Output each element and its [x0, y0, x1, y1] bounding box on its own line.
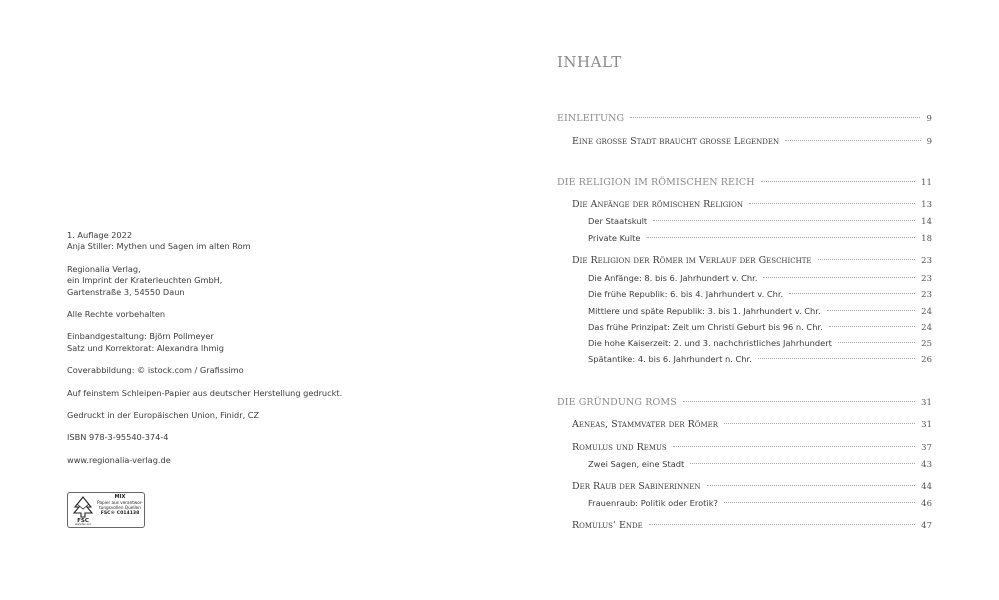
toc-entry-label: Romulus’ Ende	[572, 520, 643, 531]
toc-entry-label: Eine große Stadt braucht große Legenden	[572, 136, 780, 147]
typesetting-credit: Satz und Korrektorat: Alexandra Ihmig	[67, 342, 224, 353]
toc-leader	[838, 342, 915, 343]
toc-leader	[724, 502, 915, 503]
isbn-line: ISBN 978-3-95540-374-4	[67, 432, 169, 443]
toc-entry-page: 18	[921, 234, 932, 244]
toc-entry-page: 31	[920, 398, 932, 408]
toc-leader	[690, 463, 915, 464]
toc-leader	[673, 446, 915, 447]
toc-leader	[763, 277, 915, 278]
toc-entry-label: Romulus und Remus	[572, 442, 667, 453]
toc-entry-label: Frauenraub: Politik oder Erotik?	[588, 498, 718, 508]
toc-entry-page: 23	[921, 274, 932, 284]
credits-block	[67, 331, 397, 354]
toc-entry-label: Die hohe Kaiserzeit: 2. und 3. nachchristliches Jahrhundert	[588, 338, 832, 348]
toc-entry-page: 37	[921, 443, 932, 453]
toc-title: INHALT	[557, 53, 622, 71]
toc-entry-label: Die frühe Republik: 6. bis 4. Jahrhundert v. Chr.	[588, 289, 784, 299]
toc-entry-label: Aeneas, Stammvater der Römer	[572, 419, 719, 430]
rights-block	[67, 309, 397, 320]
toc-entry-label: Der Raub der Sabinerinnen	[572, 481, 701, 492]
fsc-text	[97, 495, 143, 516]
toc-entry-label: EINLEITUNG	[557, 113, 625, 124]
paper-line: Auf feinstem Schleipen-Papier aus deutscher Herstellung gedruckt.	[67, 387, 343, 398]
svg-text:FSC: FSC	[77, 518, 89, 524]
toc-entry-label: Mittlere und späte Republik: 3. bis 1. Jahrhundert v. Chr.	[588, 306, 821, 316]
toc-entry-label: Die Religion der Römer im Verlauf der Geschichte	[572, 255, 812, 266]
toc-entry-page: 46	[921, 499, 932, 509]
toc-entry-page: 9	[926, 114, 932, 124]
toc-entry-page: 43	[921, 460, 932, 470]
toc-leader	[818, 259, 916, 260]
toc-entry-page: 31	[921, 420, 932, 430]
toc-leader	[829, 326, 915, 327]
book-title-line: Anja Stiller: Mythen und Sagen im alten Rom	[67, 241, 251, 252]
toc-entry-label: DIE RELIGION IM RÖMISCHEN REICH	[557, 177, 755, 188]
toc-leader	[707, 485, 916, 486]
fsc-mix: MIX	[114, 494, 126, 500]
toc-entry-label: Spätantike: 4. bis 6. Jahrhundert n. Chr.	[588, 354, 752, 364]
toc-entry-page: 13	[921, 200, 932, 210]
toc-entry-page: 44	[921, 482, 932, 492]
toc-entry	[572, 520, 932, 531]
toc-entry-page: 9	[926, 137, 932, 147]
toc-entry-label: Der Staatskult	[588, 216, 648, 226]
toc-entry	[572, 136, 932, 147]
toc-entry-label: Zwei Sagen, eine Stadt	[588, 459, 685, 469]
toc-entry-page: 26	[921, 355, 932, 365]
fsc-tree-icon	[71, 495, 95, 525]
toc-entry-label: DIE GRÜNDUNG ROMS	[557, 397, 677, 408]
toc-entry	[572, 481, 932, 492]
toc-entry-label: Die Anfänge: 8. bis 6. Jahrhundert v. Chr.	[588, 273, 758, 283]
toc-leader	[761, 181, 915, 182]
toc-leader	[724, 423, 915, 424]
toc-entry	[572, 442, 932, 453]
edition-line: 1. Auflage 2022	[67, 230, 133, 240]
isbn-block	[67, 432, 397, 443]
toc-entry-label: Private Kulte	[588, 233, 641, 243]
toc-entry	[588, 273, 932, 284]
toc-entry-page: 24	[921, 323, 932, 333]
toc-entry	[588, 289, 932, 300]
toc-entry	[557, 113, 932, 124]
print-line: Gedruckt in der Europäischen Union, Finidr, CZ	[67, 410, 260, 421]
fsc-description: Papier aus verantwor-tungsvollen Quellen	[97, 500, 143, 511]
toc-entry-page: 14	[921, 217, 932, 227]
imprint	[67, 230, 397, 477]
toc-entry	[572, 255, 932, 266]
publisher-address: Gartenstraße 3, 54550 Daun	[67, 286, 185, 297]
toc-entry	[557, 397, 932, 408]
web-block	[67, 455, 397, 466]
publisher-block	[67, 264, 397, 298]
toc-entry	[588, 322, 932, 333]
publisher-imprint: ein Imprint der Kraterleuchten GmbH,	[67, 275, 223, 286]
toc-leader	[749, 203, 915, 204]
toc-leader	[785, 140, 920, 141]
toc-leader	[649, 524, 915, 525]
toc-leader	[789, 293, 915, 294]
toc-entry-label: Das frühe Prinzipat: Zeit um Christi Geburt bis 96 n. Chr.	[588, 322, 823, 332]
toc-entry	[588, 233, 932, 244]
toc-entry-page: 25	[921, 339, 932, 349]
toc-entry-page: 47	[921, 521, 932, 531]
edition-block	[67, 230, 397, 253]
toc-entry	[588, 354, 932, 365]
paper-block	[67, 388, 397, 399]
print-block	[67, 410, 397, 421]
toc-entry	[588, 306, 932, 317]
toc-entry	[588, 338, 932, 349]
publisher-name: Regionalia Verlag,	[67, 263, 141, 274]
toc-leader	[683, 401, 915, 402]
toc-leader	[653, 220, 915, 221]
fsc-logo	[67, 492, 145, 528]
cover-credit-block	[67, 365, 397, 376]
toc-entry-page: 11	[920, 178, 932, 188]
toc-entry-page: 23	[921, 256, 932, 266]
toc-entry	[557, 177, 932, 188]
toc-leader	[647, 237, 916, 238]
website-line: www.regionalia-verlag.de	[67, 454, 171, 465]
toc-leader	[758, 358, 915, 359]
toc-entry	[588, 216, 932, 227]
toc-leader	[630, 117, 920, 118]
toc-entry-label: Die Anfänge der römischen Religion	[572, 199, 744, 210]
fsc-code: FSC® C014138	[100, 510, 140, 516]
toc-entry	[588, 498, 932, 509]
svg-text:www.fsc.org: www.fsc.org	[75, 523, 91, 525]
toc-leader	[827, 310, 916, 311]
toc-entry	[588, 459, 932, 470]
cover-design-credit: Einbandgestaltung: Björn Pollmeyer	[67, 331, 214, 342]
toc-entry	[572, 419, 932, 430]
cover-image-credit: Coverabbildung: © istock.com / Grafissimo	[67, 365, 244, 376]
toc-entry-page: 24	[921, 307, 932, 317]
rights-line: Alle Rechte vorbehalten	[67, 309, 166, 320]
toc-entry	[572, 199, 932, 210]
toc-entry-page: 23	[921, 290, 932, 300]
